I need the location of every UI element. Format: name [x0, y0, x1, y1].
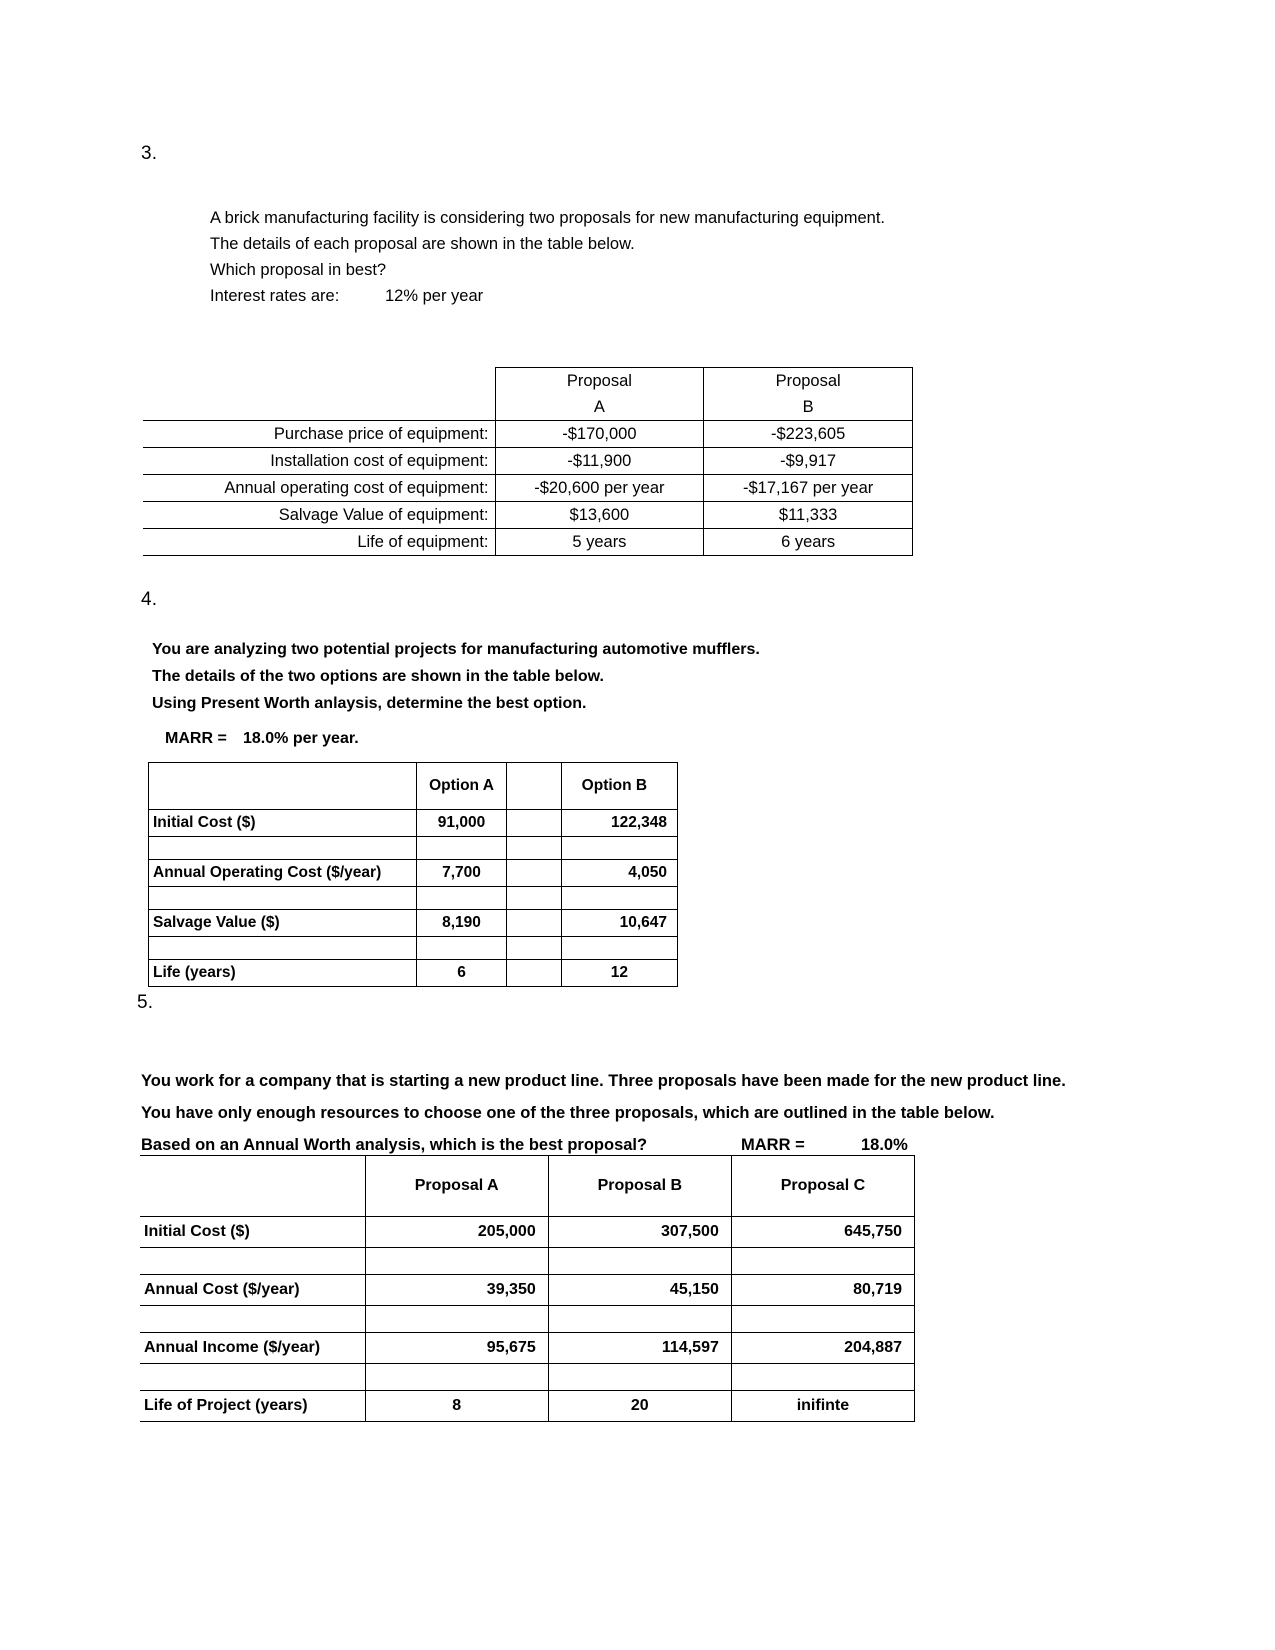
table1-header-proposal-a-top: Proposal	[495, 368, 704, 395]
table2-spacer-2-b	[561, 937, 677, 960]
table2-spacer-2-a	[417, 937, 507, 960]
table-spacer-row	[149, 887, 678, 910]
table-row	[149, 810, 678, 837]
table2-header-option-a: Option A	[417, 763, 507, 810]
table1-corner-cell	[143, 368, 495, 395]
table3-spacer-2-c	[731, 1364, 914, 1391]
marr-label-q4: MARR =	[165, 730, 227, 747]
question-4-text	[152, 636, 760, 717]
question-4-line-3: Using Present Worth anlaysis, determine the best option.	[152, 695, 587, 712]
table3-header-proposal-b: Proposal B	[548, 1156, 731, 1217]
question-4-number: 4.	[141, 589, 158, 610]
table3-spacer-1-label	[140, 1306, 365, 1333]
table2-row-0-label: Initial Cost ($)	[149, 810, 417, 837]
interest-rate-value: 12% per year	[385, 287, 484, 305]
table3-row-0-c: 645,750	[731, 1217, 914, 1248]
question-3-text	[210, 205, 885, 309]
table3-spacer-1-a	[365, 1306, 548, 1333]
table2-row-3-gap	[506, 960, 561, 987]
table3-row-0-b: 307,500	[548, 1217, 731, 1248]
question-5-line-2: You have only enough resources to choose one of the three proposals, which are outlined in the table below.	[141, 1104, 995, 1122]
table2-row-1-a: 7,700	[417, 860, 507, 887]
table2-row-0-gap	[506, 810, 561, 837]
table1-row-0-b: -$223,605	[704, 421, 913, 448]
table2-spacer-2-gap	[506, 937, 561, 960]
table1-row-3-label: Salvage Value of equipment:	[143, 502, 495, 529]
table2-spacer-0-gap	[506, 837, 561, 860]
table2-spacer-0-label	[149, 837, 417, 860]
table1-corner-cell-2	[143, 394, 495, 421]
three-proposal-table	[140, 1155, 915, 1422]
table3-row-2-a: 95,675	[365, 1333, 548, 1364]
table-row	[140, 1275, 915, 1306]
table3-spacer-2-label	[140, 1364, 365, 1391]
table2-row-3-b: 12	[561, 960, 677, 987]
marr-label-q5: MARR =	[741, 1136, 805, 1154]
table2-row-3-label: Life (years)	[149, 960, 417, 987]
table-row	[140, 1391, 915, 1422]
table2-spacer-0-a	[417, 837, 507, 860]
table2-row-1-label: Annual Operating Cost ($/year)	[149, 860, 417, 887]
table3-spacer-2-b	[548, 1364, 731, 1391]
table1-row-2-label: Annual operating cost of equipment:	[143, 475, 495, 502]
table2-row-2-a: 8,190	[417, 910, 507, 937]
table2-row-3-a: 6	[417, 960, 507, 987]
table3-spacer-0-label	[140, 1248, 365, 1275]
table3-row-1-a: 39,350	[365, 1275, 548, 1306]
table-spacer-row	[149, 937, 678, 960]
table3-row-3-a: 8	[365, 1391, 548, 1422]
question-5-last-line: Based on an Annual Worth analysis, which is the best proposal?	[141, 1136, 648, 1154]
table3-row-0-label: Initial Cost ($)	[140, 1217, 365, 1248]
table2-row-0-b: 122,348	[561, 810, 677, 837]
table3-row-2-c: 204,887	[731, 1333, 914, 1364]
table-row-header	[149, 763, 678, 810]
table3-header-proposal-c: Proposal C	[731, 1156, 914, 1217]
table1-row-1-a: -$11,900	[495, 448, 704, 475]
table-row-header-bottom	[143, 394, 913, 421]
table-spacer-row	[140, 1364, 915, 1391]
table-row	[143, 475, 913, 502]
table2-corner-cell	[149, 763, 417, 810]
table-row	[143, 502, 913, 529]
table-spacer-row	[149, 837, 678, 860]
question-3-line-3: Which proposal in best?	[210, 261, 387, 279]
table2-row-1-gap	[506, 860, 561, 887]
table2-row-1-b: 4,050	[561, 860, 677, 887]
table-row	[140, 1333, 915, 1364]
table3-row-3-b: 20	[548, 1391, 731, 1422]
question-3-line-2: The details of each proposal are shown in the table below.	[210, 235, 635, 253]
table3-row-2-label: Annual Income ($/year)	[140, 1333, 365, 1364]
table-row	[143, 421, 913, 448]
table1-header-proposal-b-letter: B	[704, 394, 913, 421]
question-4-line-1: You are analyzing two potential projects for manufacturing automotive mufflers.	[152, 641, 760, 658]
marr-value-q4: 18.0% per year.	[243, 730, 359, 747]
question-5-number: 5.	[137, 992, 154, 1013]
table3-spacer-2-a	[365, 1364, 548, 1391]
table3-row-1-c: 80,719	[731, 1275, 914, 1306]
table2-spacer-2-label	[149, 937, 417, 960]
table2-row-2-b: 10,647	[561, 910, 677, 937]
table3-row-3-c: inifinte	[731, 1391, 914, 1422]
table3-spacer-0-b	[548, 1248, 731, 1275]
table1-row-3-a: $13,600	[495, 502, 704, 529]
table2-spacer-1-a	[417, 887, 507, 910]
option-comparison-table	[148, 762, 678, 987]
table2-spacer-1-gap	[506, 887, 561, 910]
table-row	[149, 860, 678, 887]
table1-row-4-label: Life of equipment:	[143, 529, 495, 556]
table3-row-1-b: 45,150	[548, 1275, 731, 1306]
table2-spacer-0-b	[561, 837, 677, 860]
table-spacer-row	[140, 1306, 915, 1333]
table3-corner-cell	[140, 1156, 365, 1217]
table2-spacer-1-label	[149, 887, 417, 910]
table1-row-0-a: -$170,000	[495, 421, 704, 448]
marr-value-q5: 18.0%	[861, 1136, 908, 1154]
proposal-comparison-table	[143, 367, 913, 556]
table-spacer-row	[140, 1248, 915, 1275]
table1-row-4-a: 5 years	[495, 529, 704, 556]
question-4-line-2: The details of the two options are shown in the table below.	[152, 668, 604, 685]
table-row-header	[140, 1156, 915, 1217]
table2-spacer-1-b	[561, 887, 677, 910]
table3-row-3-label: Life of Project (years)	[140, 1391, 365, 1422]
table3-header-proposal-a: Proposal A	[365, 1156, 548, 1217]
table1-row-0-label: Purchase price of equipment:	[143, 421, 495, 448]
table3-spacer-0-a	[365, 1248, 548, 1275]
table1-row-2-a: -$20,600 per year	[495, 475, 704, 502]
interest-rate-label: Interest rates are:	[210, 287, 340, 305]
table1-row-2-b: -$17,167 per year	[704, 475, 913, 502]
table3-spacer-1-b	[548, 1306, 731, 1333]
table-row	[143, 448, 913, 475]
table1-row-1-b: -$9,917	[704, 448, 913, 475]
table3-spacer-1-c	[731, 1306, 914, 1333]
table3-row-0-a: 205,000	[365, 1217, 548, 1248]
table1-header-proposal-a-letter: A	[495, 394, 704, 421]
table-row	[140, 1217, 915, 1248]
question-3-interest-line	[210, 283, 885, 309]
question-5-line-1: You work for a company that is starting a new product line. Three proposals have been made for the new product line.	[141, 1072, 1066, 1090]
table3-spacer-0-c	[731, 1248, 914, 1275]
table1-row-1-label: Installation cost of equipment:	[143, 448, 495, 475]
table1-row-3-b: $11,333	[704, 502, 913, 529]
question-3-number: 3.	[141, 143, 158, 164]
table3-row-2-b: 114,597	[548, 1333, 731, 1364]
question-3-line-1: A brick manufacturing facility is considering two proposals for new manufacturing equipment.	[210, 209, 886, 227]
question-4-marr-line	[165, 726, 359, 752]
table1-row-4-b: 6 years	[704, 529, 913, 556]
table-row-header-top	[143, 368, 913, 395]
question-5-text	[141, 1065, 1066, 1161]
table2-header-option-b: Option B	[561, 763, 677, 810]
table2-row-2-label: Salvage Value ($)	[149, 910, 417, 937]
table2-row-2-gap	[506, 910, 561, 937]
table-row	[149, 910, 678, 937]
table-row	[143, 529, 913, 556]
table-row	[149, 960, 678, 987]
table2-header-gap	[506, 763, 561, 810]
table3-row-1-label: Annual Cost ($/year)	[140, 1275, 365, 1306]
table2-row-0-a: 91,000	[417, 810, 507, 837]
table1-header-proposal-b-top: Proposal	[704, 368, 913, 395]
